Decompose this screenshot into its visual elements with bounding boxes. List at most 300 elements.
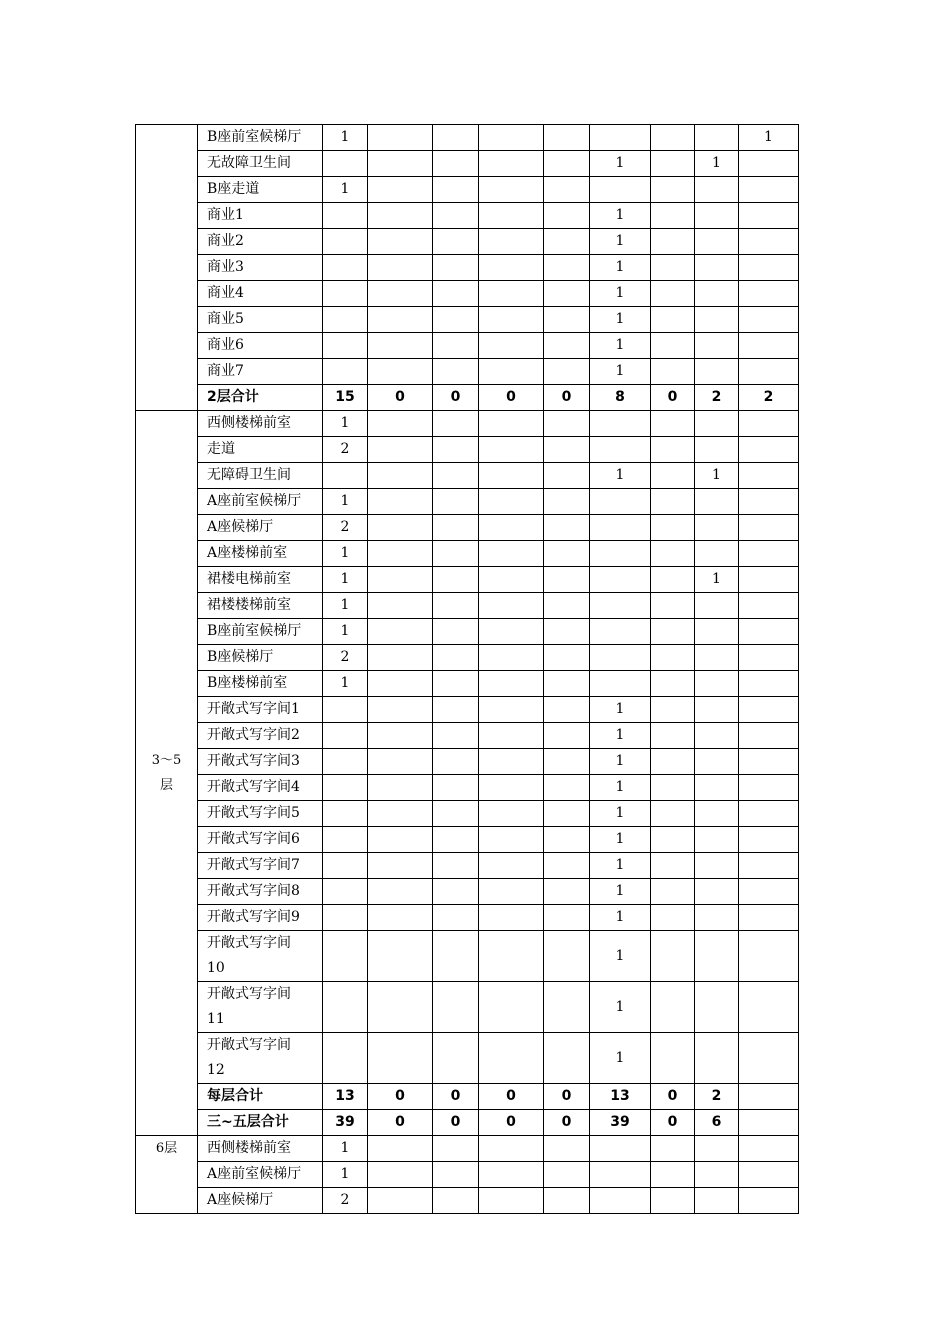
value-cell: [368, 437, 433, 463]
value-cell: [695, 827, 739, 853]
value-cell: [479, 593, 544, 619]
value-cell: 0: [544, 1110, 590, 1136]
value-cell: [368, 151, 433, 177]
value-cell: 1: [590, 359, 651, 385]
value-cell: [739, 1162, 799, 1188]
value-cell: [544, 411, 590, 437]
value-cell: [323, 827, 368, 853]
total-row: [136, 385, 799, 411]
value-cell: [479, 255, 544, 281]
value-cell: [368, 255, 433, 281]
value-cell: [695, 281, 739, 307]
lighting-fixture-table: [135, 124, 799, 1214]
value-cell: 1: [590, 307, 651, 333]
value-cell: 13: [590, 1084, 651, 1110]
value-cell: [544, 879, 590, 905]
value-cell: 2: [323, 645, 368, 671]
value-cell: [368, 463, 433, 489]
floor-label: 3～5 层: [151, 753, 182, 793]
value-cell: [433, 619, 479, 645]
value-cell: [368, 515, 433, 541]
value-cell: [544, 1162, 590, 1188]
value-cell: [433, 515, 479, 541]
value-cell: 0: [479, 1110, 544, 1136]
value-cell: 1: [323, 411, 368, 437]
value-cell: [651, 1188, 695, 1214]
value-cell: [433, 567, 479, 593]
value-cell: 1: [590, 697, 651, 723]
room-name-cell: B座走道: [198, 177, 323, 203]
value-cell: [739, 333, 799, 359]
value-cell: 1: [323, 1162, 368, 1188]
value-cell: 1: [323, 619, 368, 645]
value-cell: [479, 229, 544, 255]
room-name-cell: 三~五层合计: [198, 1110, 323, 1136]
value-cell: 2: [695, 385, 739, 411]
value-cell: 0: [479, 385, 544, 411]
total-row: [136, 1110, 799, 1136]
value-cell: [590, 515, 651, 541]
table-row: [136, 853, 799, 879]
value-cell: [739, 203, 799, 229]
value-cell: [695, 203, 739, 229]
value-cell: [323, 853, 368, 879]
value-cell: 15: [323, 385, 368, 411]
value-cell: [368, 333, 433, 359]
value-cell: 1: [590, 463, 651, 489]
value-cell: 1: [590, 879, 651, 905]
value-cell: [739, 541, 799, 567]
value-cell: [323, 463, 368, 489]
table-row: [136, 203, 799, 229]
value-cell: [695, 749, 739, 775]
room-name-cell: A座楼梯前室: [198, 541, 323, 567]
value-cell: [544, 281, 590, 307]
value-cell: 2: [323, 1188, 368, 1214]
value-cell: [695, 489, 739, 515]
value-cell: [651, 125, 695, 151]
value-cell: [368, 619, 433, 645]
table-row: [136, 905, 799, 931]
value-cell: [739, 463, 799, 489]
value-cell: [695, 541, 739, 567]
value-cell: [544, 905, 590, 931]
value-cell: [433, 489, 479, 515]
value-cell: [651, 515, 695, 541]
value-cell: [433, 177, 479, 203]
value-cell: [544, 1136, 590, 1162]
value-cell: [651, 333, 695, 359]
value-cell: [739, 307, 799, 333]
value-cell: [739, 619, 799, 645]
value-cell: 13: [323, 1084, 368, 1110]
table-row: [136, 671, 799, 697]
value-cell: [433, 229, 479, 255]
value-cell: [479, 567, 544, 593]
value-cell: [433, 645, 479, 671]
room-name-cell: 2层合计: [198, 385, 323, 411]
value-cell: 0: [433, 385, 479, 411]
table-row: [136, 593, 799, 619]
room-name-cell: 商业5: [198, 307, 323, 333]
value-cell: [323, 333, 368, 359]
value-cell: 0: [479, 1084, 544, 1110]
value-cell: [651, 879, 695, 905]
value-cell: [590, 1136, 651, 1162]
value-cell: [544, 775, 590, 801]
value-cell: [544, 982, 590, 1033]
value-cell: [590, 437, 651, 463]
room-name-cell: B座楼梯前室: [198, 671, 323, 697]
value-cell: [544, 801, 590, 827]
value-cell: [544, 853, 590, 879]
room-name-cell: 开敞式写字间7: [198, 853, 323, 879]
table-row: [136, 333, 799, 359]
value-cell: [544, 203, 590, 229]
room-name-cell: 无障碍卫生间: [198, 463, 323, 489]
value-cell: [433, 1162, 479, 1188]
value-cell: [323, 359, 368, 385]
value-cell: [739, 801, 799, 827]
value-cell: [433, 255, 479, 281]
value-cell: 0: [433, 1084, 479, 1110]
value-cell: [433, 437, 479, 463]
table-row: [136, 437, 799, 463]
value-cell: 1: [590, 151, 651, 177]
value-cell: [695, 775, 739, 801]
table-row: [136, 177, 799, 203]
value-cell: 1: [323, 125, 368, 151]
value-cell: [651, 411, 695, 437]
value-cell: [479, 853, 544, 879]
room-name-cell: 开敞式写字间 11: [198, 982, 323, 1033]
value-cell: 1: [590, 749, 651, 775]
value-cell: [739, 879, 799, 905]
table-row: [136, 723, 799, 749]
value-cell: [695, 1033, 739, 1084]
value-cell: [479, 411, 544, 437]
room-name-cell: 开敞式写字间3: [198, 749, 323, 775]
value-cell: [739, 671, 799, 697]
value-cell: [479, 203, 544, 229]
value-cell: [739, 151, 799, 177]
table-row: [136, 749, 799, 775]
value-cell: [544, 463, 590, 489]
value-cell: [368, 359, 433, 385]
value-cell: [739, 489, 799, 515]
value-cell: [479, 879, 544, 905]
value-cell: [368, 125, 433, 151]
value-cell: [544, 307, 590, 333]
value-cell: [739, 1136, 799, 1162]
value-cell: 1: [590, 255, 651, 281]
value-cell: 2: [323, 515, 368, 541]
table-row: [136, 697, 799, 723]
value-cell: 1: [590, 827, 651, 853]
value-cell: [368, 593, 433, 619]
value-cell: [479, 307, 544, 333]
value-cell: [739, 697, 799, 723]
value-cell: 6: [695, 1110, 739, 1136]
value-cell: 1: [590, 931, 651, 982]
value-cell: [651, 151, 695, 177]
value-cell: [651, 463, 695, 489]
value-cell: [368, 775, 433, 801]
value-cell: [368, 671, 433, 697]
value-cell: [739, 723, 799, 749]
value-cell: [368, 489, 433, 515]
value-cell: [433, 541, 479, 567]
value-cell: [590, 541, 651, 567]
room-name-cell: 开敞式写字间4: [198, 775, 323, 801]
value-cell: [433, 281, 479, 307]
value-cell: [433, 879, 479, 905]
table-row: [136, 281, 799, 307]
value-cell: 1: [323, 541, 368, 567]
value-cell: [739, 982, 799, 1033]
value-cell: 8: [590, 385, 651, 411]
value-cell: [323, 723, 368, 749]
room-name-cell: 商业3: [198, 255, 323, 281]
room-name-cell: 商业1: [198, 203, 323, 229]
value-cell: [433, 307, 479, 333]
table-row: [136, 827, 799, 853]
room-name-cell: B座候梯厅: [198, 645, 323, 671]
value-cell: [695, 125, 739, 151]
table-row: [136, 151, 799, 177]
value-cell: 1: [323, 1136, 368, 1162]
table-row: [136, 489, 799, 515]
value-cell: [479, 515, 544, 541]
value-cell: 1: [695, 151, 739, 177]
value-cell: [433, 593, 479, 619]
table-row: [136, 541, 799, 567]
floor-label-cell: [136, 411, 198, 1136]
value-cell: [695, 177, 739, 203]
value-cell: [590, 593, 651, 619]
value-cell: [695, 1188, 739, 1214]
value-cell: [651, 827, 695, 853]
value-cell: [739, 437, 799, 463]
value-cell: [433, 697, 479, 723]
value-cell: 1: [695, 567, 739, 593]
value-cell: [651, 749, 695, 775]
value-cell: [651, 177, 695, 203]
value-cell: [479, 827, 544, 853]
value-cell: [590, 1188, 651, 1214]
value-cell: [651, 801, 695, 827]
value-cell: [433, 1136, 479, 1162]
table-row: [136, 801, 799, 827]
room-name-cell: 开敞式写字间1: [198, 697, 323, 723]
value-cell: 1: [590, 905, 651, 931]
value-cell: [368, 1188, 433, 1214]
value-cell: [590, 567, 651, 593]
value-cell: [651, 359, 695, 385]
value-cell: 0: [368, 1110, 433, 1136]
value-cell: [368, 853, 433, 879]
value-cell: [479, 125, 544, 151]
value-cell: [739, 827, 799, 853]
value-cell: 0: [651, 1110, 695, 1136]
value-cell: [479, 905, 544, 931]
value-cell: [695, 1162, 739, 1188]
value-cell: 1: [323, 177, 368, 203]
value-cell: [695, 645, 739, 671]
value-cell: [590, 645, 651, 671]
value-cell: [368, 801, 433, 827]
value-cell: [651, 775, 695, 801]
value-cell: [433, 1188, 479, 1214]
value-cell: [651, 229, 695, 255]
value-cell: 0: [368, 1084, 433, 1110]
value-cell: [479, 801, 544, 827]
value-cell: [479, 931, 544, 982]
value-cell: [479, 671, 544, 697]
value-cell: [433, 411, 479, 437]
value-cell: [479, 1033, 544, 1084]
value-cell: 1: [323, 593, 368, 619]
value-cell: [590, 489, 651, 515]
value-cell: [651, 619, 695, 645]
value-cell: 1: [695, 463, 739, 489]
value-cell: [544, 125, 590, 151]
value-cell: [651, 1033, 695, 1084]
value-cell: [433, 853, 479, 879]
table-row: [136, 255, 799, 281]
value-cell: [368, 203, 433, 229]
value-cell: 39: [323, 1110, 368, 1136]
value-cell: 1: [590, 853, 651, 879]
floor-label-cell: [136, 125, 198, 411]
value-cell: [479, 437, 544, 463]
value-cell: [544, 151, 590, 177]
value-cell: 2: [695, 1084, 739, 1110]
floor-label-cell: [136, 1136, 198, 1214]
table-row: [136, 463, 799, 489]
value-cell: [433, 723, 479, 749]
table-row: [136, 619, 799, 645]
value-cell: [433, 671, 479, 697]
value-cell: [739, 177, 799, 203]
value-cell: [651, 593, 695, 619]
room-name-cell: 西侧楼梯前室: [198, 1136, 323, 1162]
value-cell: [695, 982, 739, 1033]
value-cell: [739, 281, 799, 307]
value-cell: [695, 619, 739, 645]
table-row: [136, 1188, 799, 1214]
table-row: [136, 229, 799, 255]
value-cell: [739, 905, 799, 931]
value-cell: [651, 905, 695, 931]
value-cell: [651, 697, 695, 723]
room-name-cell: 开敞式写字间 10: [198, 931, 323, 982]
value-cell: [544, 593, 590, 619]
value-cell: [651, 723, 695, 749]
value-cell: [433, 125, 479, 151]
value-cell: [368, 567, 433, 593]
value-cell: [323, 982, 368, 1033]
value-cell: [651, 307, 695, 333]
value-cell: [544, 567, 590, 593]
value-cell: [695, 307, 739, 333]
value-cell: [323, 307, 368, 333]
value-cell: 1: [739, 125, 799, 151]
value-cell: [739, 515, 799, 541]
value-cell: [368, 281, 433, 307]
value-cell: [368, 1033, 433, 1084]
room-name-cell: 开敞式写字间8: [198, 879, 323, 905]
value-cell: [323, 801, 368, 827]
value-cell: [433, 931, 479, 982]
value-cell: [323, 229, 368, 255]
value-cell: [368, 931, 433, 982]
value-cell: [433, 151, 479, 177]
value-cell: [368, 1162, 433, 1188]
value-cell: [368, 645, 433, 671]
value-cell: [368, 905, 433, 931]
total-row: [136, 1084, 799, 1110]
room-name-cell: 商业6: [198, 333, 323, 359]
room-name-cell: B座前室候梯厅: [198, 619, 323, 645]
room-name-cell: 走道: [198, 437, 323, 463]
value-cell: 0: [368, 385, 433, 411]
value-cell: [544, 645, 590, 671]
room-name-cell: 商业4: [198, 281, 323, 307]
value-cell: [323, 879, 368, 905]
value-cell: [544, 177, 590, 203]
value-cell: [479, 541, 544, 567]
value-cell: [479, 463, 544, 489]
table-row: [136, 515, 799, 541]
value-cell: [739, 229, 799, 255]
room-name-cell: 西侧楼梯前室: [198, 411, 323, 437]
room-name-cell: 开敞式写字间6: [198, 827, 323, 853]
value-cell: 1: [323, 567, 368, 593]
value-cell: [368, 541, 433, 567]
value-cell: [695, 333, 739, 359]
value-cell: [739, 255, 799, 281]
value-cell: [544, 619, 590, 645]
value-cell: [544, 671, 590, 697]
value-cell: 0: [544, 1084, 590, 1110]
value-cell: [433, 203, 479, 229]
value-cell: 1: [590, 801, 651, 827]
value-cell: [323, 255, 368, 281]
value-cell: [590, 671, 651, 697]
room-name-cell: 开敞式写字间2: [198, 723, 323, 749]
value-cell: [433, 827, 479, 853]
value-cell: [695, 1136, 739, 1162]
value-cell: 2: [739, 385, 799, 411]
value-cell: [544, 333, 590, 359]
value-cell: [739, 775, 799, 801]
value-cell: [368, 723, 433, 749]
value-cell: [544, 255, 590, 281]
value-cell: [651, 931, 695, 982]
value-cell: 1: [323, 671, 368, 697]
value-cell: [479, 749, 544, 775]
value-cell: 1: [590, 982, 651, 1033]
floor-label: 6层: [155, 1141, 178, 1156]
value-cell: [479, 1188, 544, 1214]
room-name-cell: B座前室候梯厅: [198, 125, 323, 151]
value-cell: 0: [651, 385, 695, 411]
value-cell: [695, 697, 739, 723]
value-cell: [651, 437, 695, 463]
value-cell: [739, 359, 799, 385]
value-cell: [323, 775, 368, 801]
